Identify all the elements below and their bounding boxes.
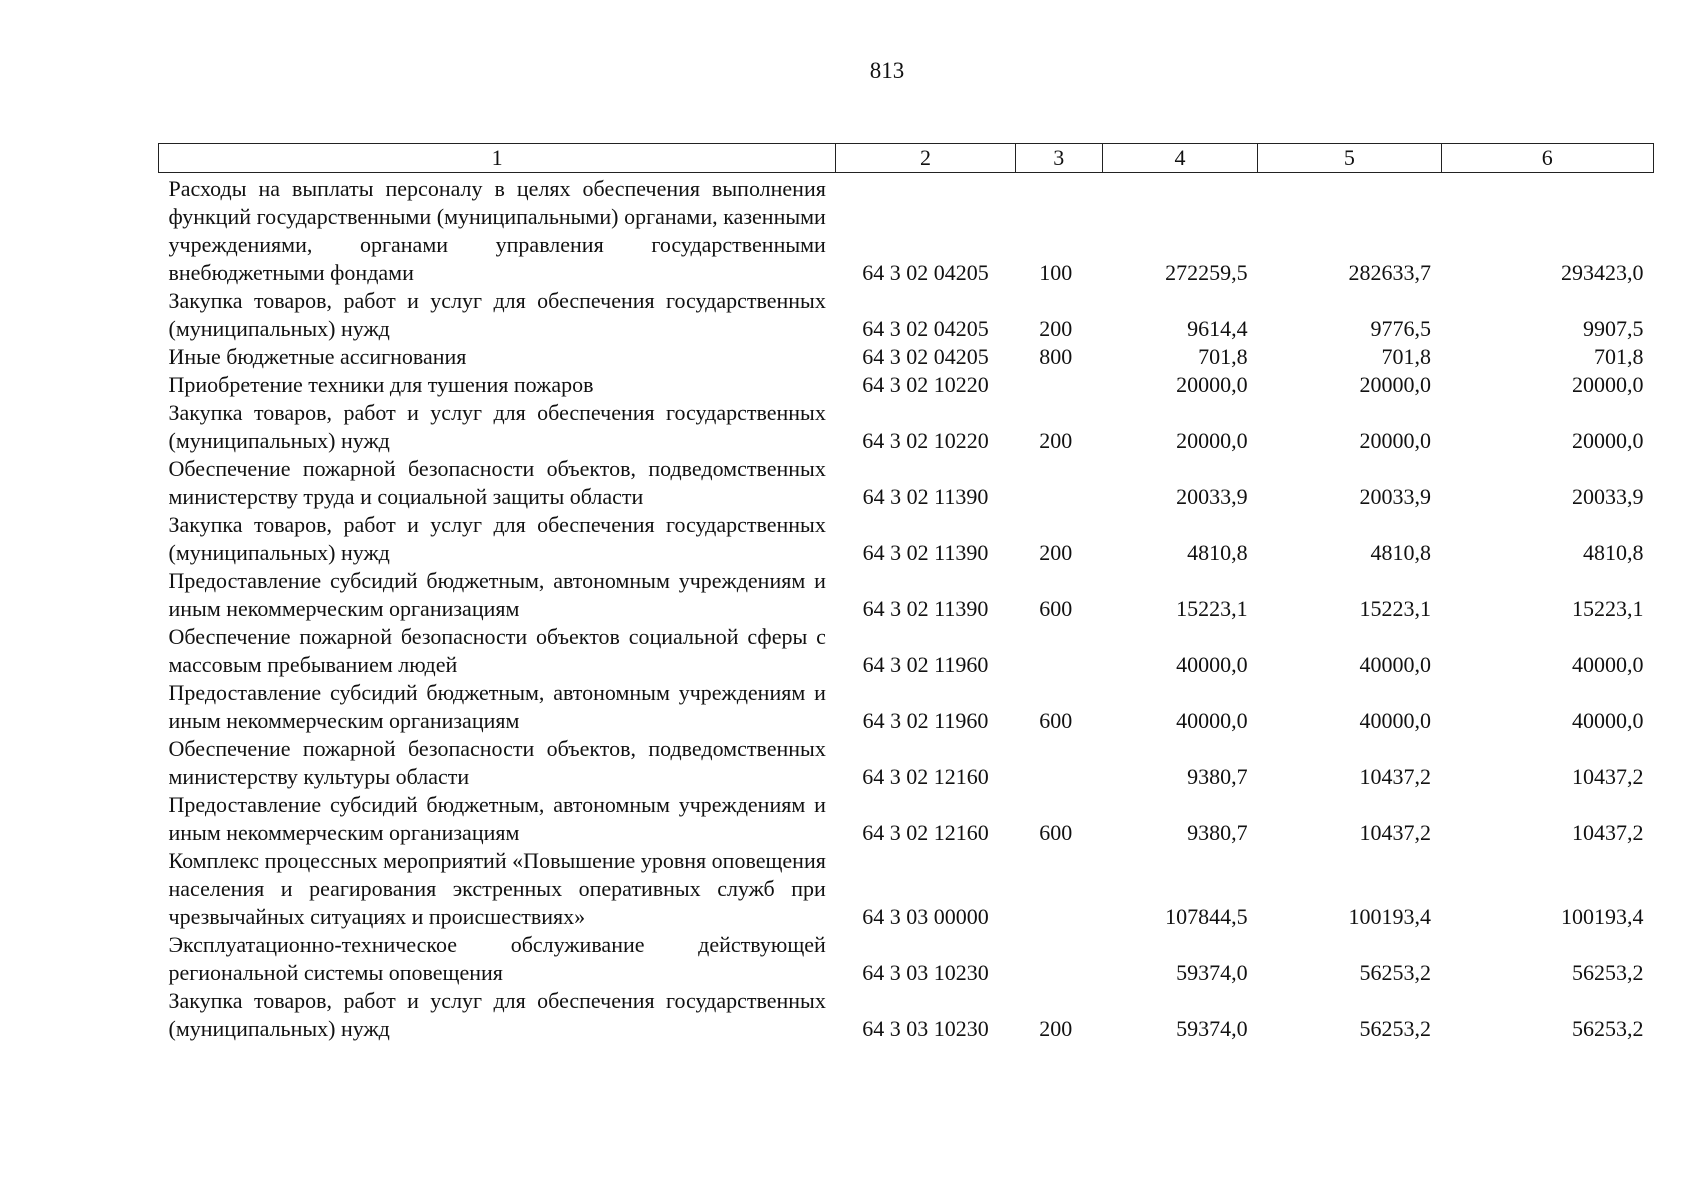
expense-type bbox=[1015, 735, 1102, 791]
row-name: Закупка товаров, работ и услуг для обеспечения государственных (муниципальных) нужд bbox=[168, 400, 826, 453]
amount-col6: 9907,5 bbox=[1583, 316, 1644, 341]
target-code: 64 3 03 10230 bbox=[862, 1016, 989, 1041]
target-code: 64 3 02 04205 bbox=[862, 344, 989, 369]
table-row bbox=[159, 455, 1654, 511]
expense-type: 200 bbox=[1039, 1016, 1073, 1041]
amount-col6: 10437,2 bbox=[1572, 764, 1644, 789]
table-row bbox=[159, 343, 1654, 371]
amount-col4: 15223,1 bbox=[1176, 596, 1248, 621]
expense-type bbox=[1015, 371, 1102, 399]
amount-col4: 701,8 bbox=[1198, 344, 1248, 369]
amount-col4: 20000,0 bbox=[1176, 372, 1248, 397]
amount-col6: 56253,2 bbox=[1572, 1016, 1644, 1041]
amount-col4: 40000,0 bbox=[1176, 652, 1248, 677]
expense-type: 100 bbox=[1039, 260, 1073, 285]
expense-type: 800 bbox=[1039, 344, 1073, 369]
amount-col6: 10437,2 bbox=[1572, 820, 1644, 845]
table-row bbox=[159, 173, 1654, 288]
amount-col6: 40000,0 bbox=[1572, 652, 1644, 677]
expense-type: 200 bbox=[1039, 540, 1073, 565]
table-row bbox=[159, 847, 1654, 931]
expense-type: 600 bbox=[1039, 596, 1073, 621]
amount-col6: 56253,2 bbox=[1572, 960, 1644, 985]
amount-col6: 701,8 bbox=[1594, 344, 1644, 369]
target-code: 64 3 02 11390 bbox=[862, 540, 989, 565]
target-code: 64 3 02 11960 bbox=[862, 708, 989, 733]
column-header-4: 4 bbox=[1102, 144, 1257, 173]
amount-col4: 20000,0 bbox=[1176, 428, 1248, 453]
amount-col5: 10437,2 bbox=[1359, 820, 1432, 845]
amount-col4: 9380,7 bbox=[1187, 820, 1248, 845]
expense-type: 200 bbox=[1039, 428, 1073, 453]
table-row bbox=[159, 931, 1654, 987]
table-body bbox=[159, 173, 1654, 1044]
amount-col6: 4810,8 bbox=[1583, 540, 1644, 565]
expense-type bbox=[1015, 623, 1102, 679]
column-header-1: 1 bbox=[159, 144, 836, 173]
amount-col4: 107844,5 bbox=[1165, 904, 1248, 929]
amount-col5: 20000,0 bbox=[1359, 428, 1432, 453]
amount-col5: 20000,0 bbox=[1359, 372, 1432, 397]
column-header-5: 5 bbox=[1258, 144, 1441, 173]
table-row bbox=[159, 399, 1654, 455]
row-name: Обеспечение пожарной безопасности объектов, подведомственных министерству культуры области bbox=[168, 736, 826, 789]
budget-table bbox=[158, 143, 1654, 1043]
expense-type bbox=[1015, 847, 1102, 931]
expense-type bbox=[1015, 455, 1102, 511]
amount-col5: 282633,7 bbox=[1348, 260, 1432, 285]
amount-col6: 15223,1 bbox=[1572, 596, 1644, 621]
amount-col4: 40000,0 bbox=[1176, 708, 1248, 733]
table-row bbox=[159, 735, 1654, 791]
row-name: Предоставление субсидий бюджетным, автономным учреждениям и иным некоммерческим организациям bbox=[168, 568, 826, 621]
page-number: 813 bbox=[869, 58, 905, 83]
table-row bbox=[159, 623, 1654, 679]
target-code: 64 3 02 10220 bbox=[862, 428, 989, 453]
row-name: Комплекс процессных мероприятий «Повышение уровня оповещения населения и реагирования экстренных оперативных служб при чрезвычайных ситуациях и происшествиях» bbox=[168, 848, 826, 929]
row-name: Обеспечение пожарной безопасности объектов, подведомственных министерству труда и социальной защиты области bbox=[168, 456, 826, 509]
table-row bbox=[159, 791, 1654, 847]
amount-col6: 20000,0 bbox=[1572, 428, 1644, 453]
row-name: Иные бюджетные ассигнования bbox=[168, 344, 467, 369]
row-name: Обеспечение пожарной безопасности объектов социальной сферы с массовым пребыванием людей bbox=[168, 624, 826, 677]
target-code: 64 3 02 04205 bbox=[862, 260, 989, 285]
amount-col5: 40000,0 bbox=[1359, 708, 1432, 733]
row-name: Предоставление субсидий бюджетным, автономным учреждениям и иным некоммерческим организациям bbox=[168, 792, 826, 845]
target-code: 64 3 03 00000 bbox=[862, 904, 989, 929]
amount-col4: 20033,9 bbox=[1176, 484, 1248, 509]
amount-col5: 20033,9 bbox=[1359, 484, 1432, 509]
amount-col4: 4810,8 bbox=[1187, 540, 1248, 565]
amount-col6: 20033,9 bbox=[1572, 484, 1644, 509]
expense-type: 600 bbox=[1039, 708, 1073, 733]
amount-col5: 56253,2 bbox=[1359, 960, 1432, 985]
row-name: Закупка товаров, работ и услуг для обеспечения государственных (муниципальных) нужд bbox=[168, 512, 826, 565]
amount-col5: 701,8 bbox=[1381, 344, 1432, 369]
amount-col6: 100193,4 bbox=[1561, 904, 1644, 929]
row-name: Закупка товаров, работ и услуг для обеспечения государственных (муниципальных) нужд bbox=[168, 288, 826, 341]
target-code: 64 3 02 12160 bbox=[862, 820, 989, 845]
amount-col5: 9776,5 bbox=[1370, 316, 1432, 341]
table-row bbox=[159, 679, 1654, 735]
table-row bbox=[159, 567, 1654, 623]
expense-type: 200 bbox=[1039, 316, 1073, 341]
amount-col5: 100193,4 bbox=[1348, 904, 1432, 929]
amount-col4: 9614,4 bbox=[1187, 316, 1248, 341]
target-code: 64 3 02 12160 bbox=[862, 764, 989, 789]
row-name: Расходы на выплаты персоналу в целях обеспечения выполнения функций государственными (муниципальными) органами, казенными учреждениями, органами управления государственными внебюджетными фондами bbox=[168, 176, 826, 285]
target-code: 64 3 02 11390 bbox=[862, 484, 989, 509]
amount-col4: 59374,0 bbox=[1176, 1016, 1248, 1041]
target-code: 64 3 03 10230 bbox=[862, 960, 989, 985]
table-row bbox=[159, 511, 1654, 567]
amount-col4: 272259,5 bbox=[1165, 260, 1248, 285]
amount-col6: 20000,0 bbox=[1572, 372, 1644, 397]
table-header bbox=[159, 144, 1654, 173]
row-name: Предоставление субсидий бюджетным, автономным учреждениям и иным некоммерческим организациям bbox=[168, 680, 826, 733]
amount-col4: 59374,0 bbox=[1176, 960, 1248, 985]
row-name: Приобретение техники для тушения пожаров bbox=[168, 372, 594, 397]
row-name: Эксплуатационно-техническое обслуживание действующей региональной системы оповещения bbox=[168, 932, 826, 985]
target-code: 64 3 02 11390 bbox=[862, 596, 989, 621]
column-header-6: 6 bbox=[1441, 144, 1653, 173]
row-name: Закупка товаров, работ и услуг для обеспечения государственных (муниципальных) нужд bbox=[168, 988, 826, 1041]
amount-col5: 56253,2 bbox=[1359, 1016, 1432, 1041]
table-row bbox=[159, 371, 1654, 399]
target-code: 64 3 02 04205 bbox=[862, 316, 989, 341]
expense-type: 600 bbox=[1039, 820, 1073, 845]
column-header-3: 3 bbox=[1015, 144, 1102, 173]
table-row bbox=[159, 987, 1654, 1043]
amount-col5: 40000,0 bbox=[1359, 652, 1432, 677]
target-code: 64 3 02 10220 bbox=[862, 372, 989, 397]
amount-col5: 15223,1 bbox=[1359, 596, 1432, 621]
column-header-2: 2 bbox=[836, 144, 1015, 173]
amount-col5: 10437,2 bbox=[1359, 764, 1432, 789]
amount-col6: 40000,0 bbox=[1572, 708, 1644, 733]
amount-col5: 4810,8 bbox=[1370, 540, 1432, 565]
amount-col4: 9380,7 bbox=[1187, 764, 1248, 789]
table-row bbox=[159, 287, 1654, 343]
amount-col6: 293423,0 bbox=[1561, 260, 1644, 285]
target-code: 64 3 02 11960 bbox=[862, 652, 989, 677]
expense-type bbox=[1015, 931, 1102, 987]
